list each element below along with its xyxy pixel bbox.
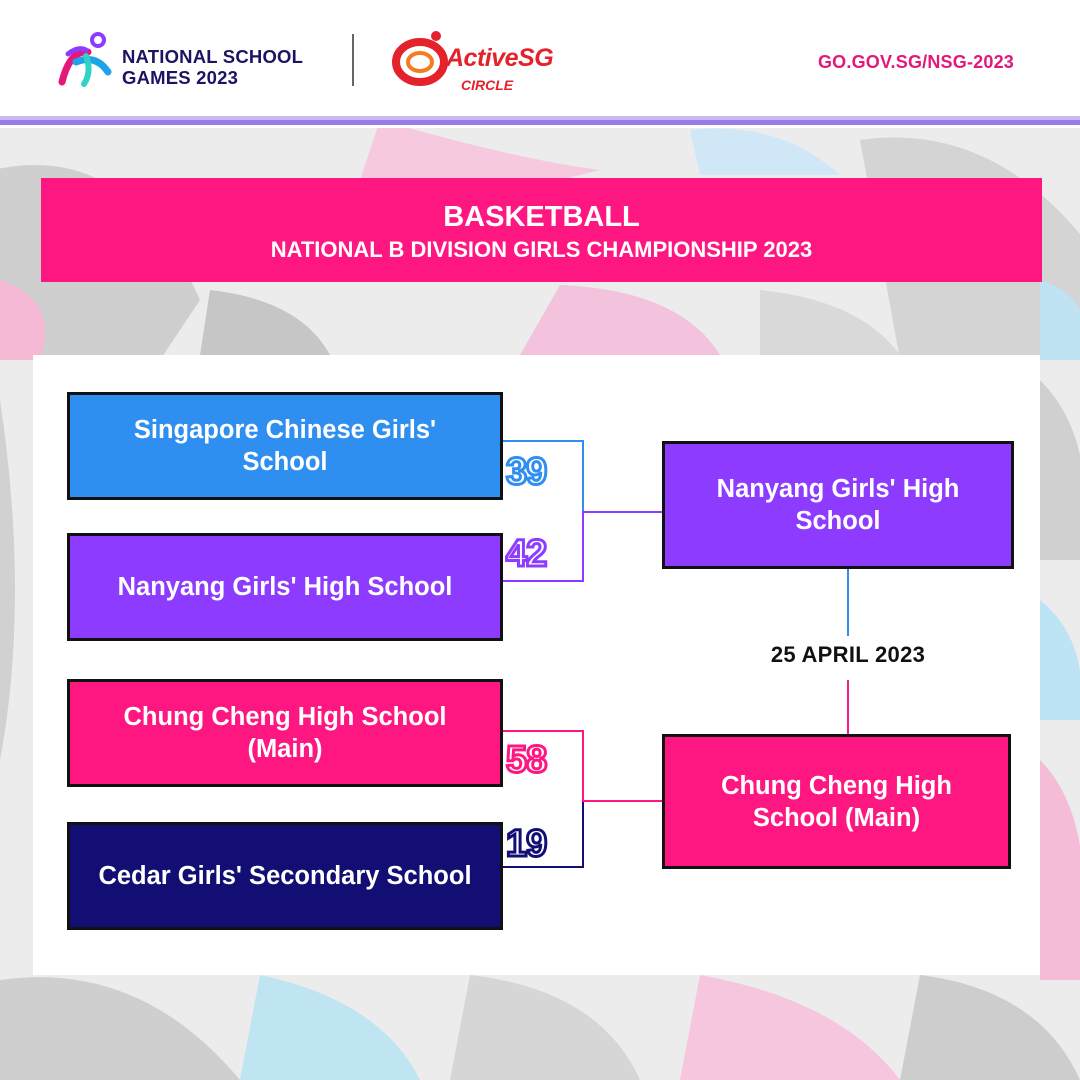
sf2-team2-box [67,822,503,930]
connector-sf2-to-final [582,800,664,802]
final-team1-box [662,441,1014,569]
connector-sf1-vert-bottom [582,512,584,582]
connector-final-top [847,568,849,636]
team-name: Cedar Girls' Secondary School [98,862,472,890]
team-name: Nanyang Girls' High School [716,475,960,535]
banner-subtitle: NATIONAL B DIVISION GIRLS CHAMPIONSHIP 2023 [270,237,813,262]
sf1-team1-box [67,392,503,500]
sf2-team1-box [67,679,503,787]
activesg-wordmark: ActiveSG [446,44,554,72]
connector-sf2-vert-bottom [582,800,584,868]
header-url-link[interactable]: GO.GOV.SG/NSG-2023 [817,52,1014,72]
nsg-runner-logo-icon [56,32,118,88]
activesg-circle-text: CIRCLE [461,77,514,93]
connector-final-bottom [847,680,849,736]
sf2-team1-score: 58 [506,739,547,781]
team-name: Chung Cheng High School (Main) [721,771,952,832]
final-team2-box [662,734,1011,869]
connector-sf2-bottom [500,866,584,868]
connector-sf1-to-final [582,511,664,513]
team-name: Singapore Chinese Girls' School [133,416,437,476]
connector-sf1-vert-top [582,440,584,512]
connector-sf2-vert-top [582,730,584,800]
sf1-team2-box [67,533,503,641]
banner-title: BASKETBALL [443,201,640,233]
title-banner [41,178,1042,282]
header-divider [352,34,354,86]
team-name: Chung Cheng High School (Main) [123,703,447,763]
connector-sf2-top [500,730,584,732]
activesg-circle-logo-icon [390,26,452,88]
connector-sf1-top [500,440,584,442]
nsg-logo-text: NATIONAL SCHOOL GAMES 2023 [122,46,304,88]
header [0,0,1080,116]
team-name: Nanyang Girls' High School [117,573,453,601]
sf2-team2-score: 19 [506,823,547,865]
final-date: 25 APRIL 2023 [770,642,926,667]
header-stripe [0,116,1080,128]
sf1-team2-score: 42 [506,533,547,575]
connector-sf1-bottom [500,580,584,582]
sf1-team1-score: 39 [506,451,547,493]
